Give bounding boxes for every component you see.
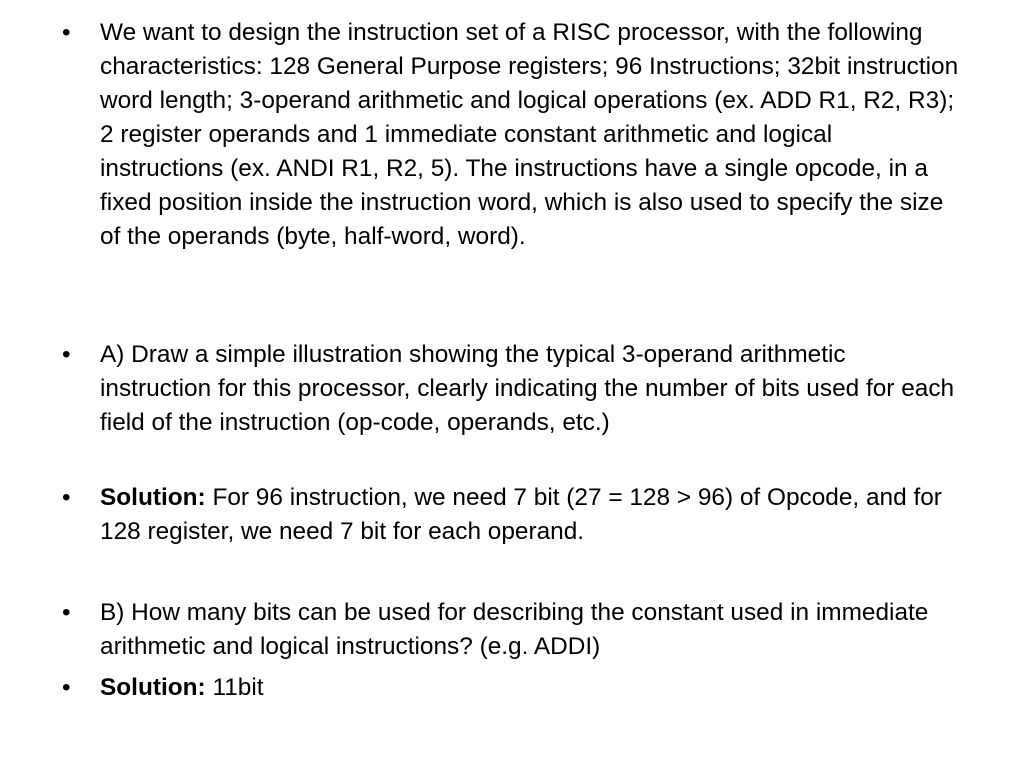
bullet-question-b [62, 596, 962, 664]
bullet-problem-statement [62, 16, 962, 254]
bullet-marker: • [62, 341, 71, 368]
solution-label: Solution: [100, 674, 206, 701]
bullet-text: A) Draw a simple illustration showing the typical 3-operand arithmetic instruction for this processor, clearly indicating the number of bits used for each field of the instruction (op-code, operands, etc.) [100, 341, 955, 436]
bullet-marker: • [62, 484, 71, 511]
solution-text: For 96 instruction, we need 7 bit (27 = 128 > 96) of Opcode, and for 128 register, we need 7 bit for each operand. [100, 484, 942, 545]
bullet-text-wrapper [100, 481, 962, 549]
solution-text: 11bit [205, 674, 264, 701]
bullet-marker: • [62, 674, 71, 701]
solution-label: Solution: [100, 484, 206, 511]
bullet-solution-b [62, 671, 962, 705]
bullet-text: B) How many bits can be used for describing the constant used in immediate arithmetic and logical instructions? (e.g. ADDI) [100, 599, 929, 660]
bullet-text: We want to design the instruction set of a RISC processor, with the following characteristics: 128 General Purpose registers; 96 Instructions; 32bit instruction word length; 3-operand arithmetic and logical operations (ex. ADD R1, R2, R3); 2 register operands and 1 immediate constant arithmetic and logical instructions (ex. ANDI R1, R2, 5). The instructions have a single opcode, in a fixed position inside the instruction word, which is also used to specify the size of the operands (byte, half-word, word). [100, 19, 959, 250]
bullet-marker: • [62, 599, 71, 626]
bullet-marker: • [62, 19, 71, 46]
bullet-text-wrapper [100, 671, 962, 705]
bullet-question-a [62, 338, 962, 440]
bullet-solution-a [62, 481, 962, 549]
